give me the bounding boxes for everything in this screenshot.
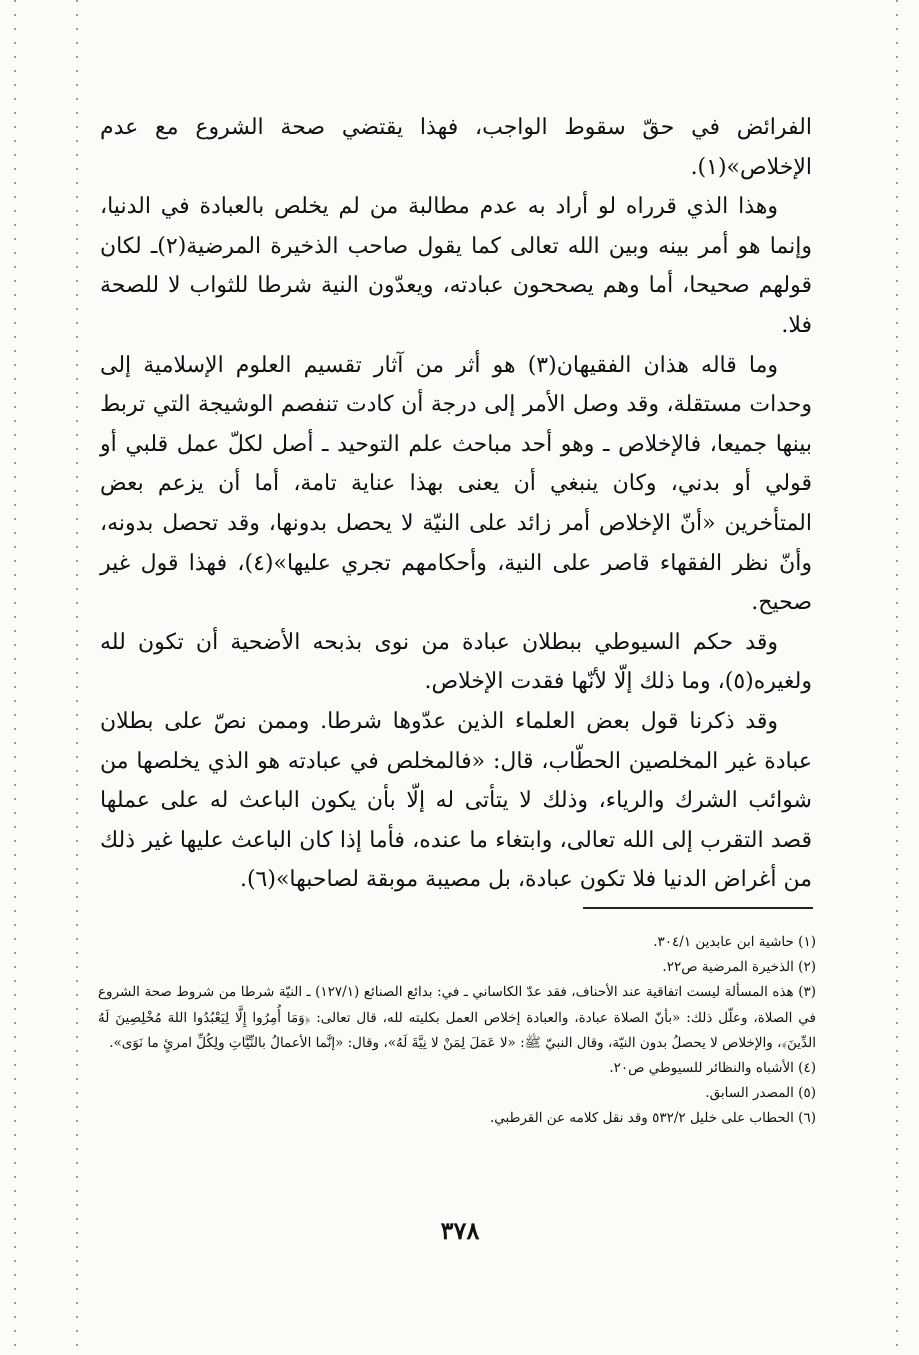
scan-edge-left <box>14 0 16 1355</box>
footnote-separator <box>583 907 813 909</box>
page-number: ٣٧٨ <box>440 1216 480 1245</box>
paragraph-3: وما قاله هذان الفقيهان(٣) هو أثر من آثار تقسيم العلوم الإسلامية إلى وحدات مستقلة، وقد وصل الأمر إلى درجة أن كادت تنفصم الوشيجة التي تربط بينها جميعا، فالإخلاص ـ وهو أحد مباحث علم التوحيد ـ أصل لكلّ عمل قلبي أو قولي أو بدني، وكان ينبغي أن يعنى بهذا عناية تامة، أما أن يزعم بعض المتأخرين «أنّ الإخلاص أمر زائد على النيّة لا يحصل بدونها، وقد تحصل بدونه، وأنّ نظر الفقهاء قاصر على النية، وأحكامهم تجري عليها»(٤)، فهذا قول غير صحيح. <box>100 352 812 616</box>
scan-edge-right <box>896 0 898 1355</box>
scan-edge-inner <box>76 0 78 1355</box>
footnote-6: (٦) الحطاب على خليل ٥٣٢/٢ وقد نقل كلامه عن القرطبي. <box>489 1110 816 1127</box>
main-body-text <box>100 108 812 900</box>
footnote-1: (١) حاشية ابن عابدين ٣٠٤/١. <box>653 934 816 950</box>
footnote-4: (٤) الأشباه والنظائر للسيوطي ص٢٠. <box>609 1060 816 1077</box>
footnote-5: (٥) المصدر السابق. <box>705 1085 816 1102</box>
footnote-3: (٣) هذه المسألة ليست اتفاقية عند الأحناف، فقد عدّ الكاساني ـ في: بدائع الصنائع (١٢٧/١) ـ النيّة شرطا من شروط صحة الشروع في الصلاة، وعلّل ذلك: «بأنّ الصلاة عبادة، والعبادة إخلاص العمل بكليته لله، قال تعالى: ﴿وَمَا أُمِرُوا إِلَّا لِيَعْبُدُوا اللهَ مُخْلِصِينَ لَهُ الدِّينَ﴾، والإخلاص لا يحصلُ بدون النيّة، وقال النبيّ ﷺ: «لا عَمَلَ لِمَنْ لا نِيَّةَ لَهُ»، وقال: «إنَّما الأعمالُ بالنِّيَّاتِ ولِكُلِّ امرئٍ ما نَوَى». <box>98 984 817 1051</box>
paragraph-4: وقد حكم السيوطي ببطلان عبادة من نوى بذبحه الأضحية أن تكون لله ولغيره(٥)، وما ذلك إلّا لأنّها فقدت الإخلاص. <box>100 629 812 695</box>
paragraph-2: وهذا الذي قرراه لو أراد به عدم مطالبة من لم يخلص بالعبادة في الدنيا، وإنما هو أمر بينه وبين الله تعالى كما يقول صاحب الذخيرة المرضية(٢)ـ لكان قولهم صحيحا، أما وهم يصححون عبادته، ويعدّون النية شرطا للثواب لا للصحة فلا. <box>100 194 812 338</box>
footnotes <box>98 930 816 1132</box>
paragraph-1: الفرائض في حقّ سقوط الواجب، فهذا يقتضي صحة الشروع مع عدم الإخلاص»(١). <box>100 115 812 180</box>
paragraph-5: وقد ذكرنا قول بعض العلماء الذين عدّوها شرطا. وممن نصّ على بطلان عبادة غير المخلصين الحطّاب، قال: «فالمخلص في عبادته هو الذي يخلصها من شوائب الشرك والرياء، وذلك لا يتأتى له إلّا بأن يكون الباعث له على عملها قصد التقرب إلى الله تعالى، وابتغاء ما عنده، فأما إذا كان الباعث عليها غير ذلك من أغراض الدنيا فلا تكون عبادة، بل مصيبة موبقة لصاحبها»(٦). <box>100 708 812 893</box>
footnote-2: (٢) الذخيرة المرضية ص٢٢. <box>662 959 816 976</box>
